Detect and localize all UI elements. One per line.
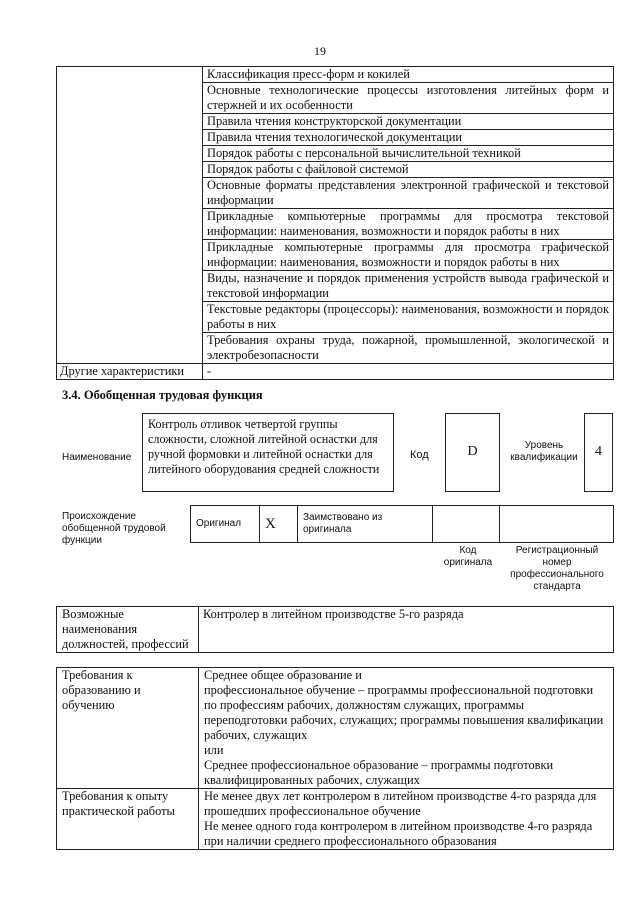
code-original-cell bbox=[433, 506, 500, 543]
original-label: Оригинал bbox=[191, 506, 260, 543]
knowledge-item: Основные технологические процессы изготовления литейных форм и стержней и их особенности bbox=[203, 83, 614, 114]
reg-number-cell bbox=[500, 506, 614, 543]
section-title: 3.4. Обобщенная трудовая функция bbox=[62, 388, 263, 402]
possible-names-label: Возможные наименования должностей, профессий bbox=[57, 607, 199, 653]
education-line: Среднее профессиональное образование – программы подготовки квалифицированных рабочих, служащих bbox=[204, 758, 554, 787]
knowledge-item: Текстовые редакторы (процессоры): наименования, возможности и порядок работы в них bbox=[203, 302, 614, 333]
code-original-caption: Код оригинала bbox=[443, 545, 493, 568]
other-characteristics-value: - bbox=[203, 364, 614, 380]
knowledge-item: Основные форматы представления электронной графической и текстовой информации bbox=[203, 178, 614, 209]
experience-label: Требования к опыту практической работы bbox=[57, 789, 199, 850]
page-number: 19 bbox=[314, 44, 326, 58]
origin-table bbox=[190, 505, 614, 543]
origin-label: Происхождение обобщенной трудовой функции bbox=[62, 511, 166, 546]
other-characteristics-row bbox=[57, 364, 614, 380]
code-label: Код bbox=[410, 449, 429, 461]
knowledge-item: Порядок работы с персональной вычислительной техникой bbox=[203, 146, 614, 162]
knowledge-item: Прикладные компьютерные программы для просмотра графической информации: наименования, возможности и порядок работы в них bbox=[203, 240, 614, 271]
knowledge-item: Правила чтения технологической документации bbox=[203, 130, 614, 146]
education-line: профессиональное обучение – программы профессиональной подготовки по профессиям рабочих, должностям служащих, программы переподготовки рабочих, служащих; программы повышения квалификации рабочих, служащих bbox=[204, 683, 604, 742]
possible-names-table bbox=[56, 606, 614, 653]
other-characteristics-label: Другие характеристики bbox=[57, 364, 203, 380]
qualification-level-value: 4 bbox=[584, 413, 613, 492]
education-line: Среднее общее образование и bbox=[204, 668, 362, 682]
borrowed-label: Заимствовано из оригинала bbox=[298, 506, 433, 543]
knowledge-row bbox=[57, 67, 614, 83]
function-name-value: Контроль отливок четвертой группы сложности, сложной литейной оснастки для ручной формовки и литейной оснастки для литейного оборудования средней сложности bbox=[142, 413, 394, 492]
knowledge-item: Прикладные компьютерные программы для просмотра текстовой информации: наименования, возможности и порядок работы в них bbox=[203, 209, 614, 240]
original-mark: X bbox=[260, 506, 298, 543]
requirements-table bbox=[56, 667, 614, 850]
knowledge-label-cell bbox=[57, 67, 203, 364]
knowledge-item: Виды, назначение и порядок применения устройств вывода графической и текстовой информации bbox=[203, 271, 614, 302]
knowledge-item: Требования охраны труда, пожарной, промышленной, экологической и электробезопасности bbox=[203, 333, 614, 364]
knowledge-item: Порядок работы с файловой системой bbox=[203, 162, 614, 178]
education-line: или bbox=[204, 743, 224, 757]
name-label: Наименование bbox=[62, 452, 132, 463]
possible-names-value: Контролер в литейном производстве 5-го разряда bbox=[199, 607, 614, 653]
experience-value bbox=[199, 789, 614, 850]
knowledge-item: Классификация пресс-форм и кокилей bbox=[203, 67, 614, 83]
knowledge-table bbox=[56, 66, 614, 380]
knowledge-item: Правила чтения конструкторской документации bbox=[203, 114, 614, 130]
qualification-level-label: Уровень квалификации bbox=[510, 440, 578, 463]
education-label: Требования к образованию и обучению bbox=[57, 668, 199, 789]
function-code-value: D bbox=[445, 413, 500, 492]
reg-number-caption: Регистрационный номер профессионального стандарта bbox=[510, 545, 604, 592]
experience-line: Не менее одного года контролером в литейном производстве 4-го разряда при наличии среднего профессионального образования bbox=[204, 819, 593, 848]
education-value bbox=[199, 668, 614, 789]
experience-line: Не менее двух лет контролером в литейном производстве 4-го разряда для прошедших профессиональное обучение bbox=[204, 789, 597, 818]
